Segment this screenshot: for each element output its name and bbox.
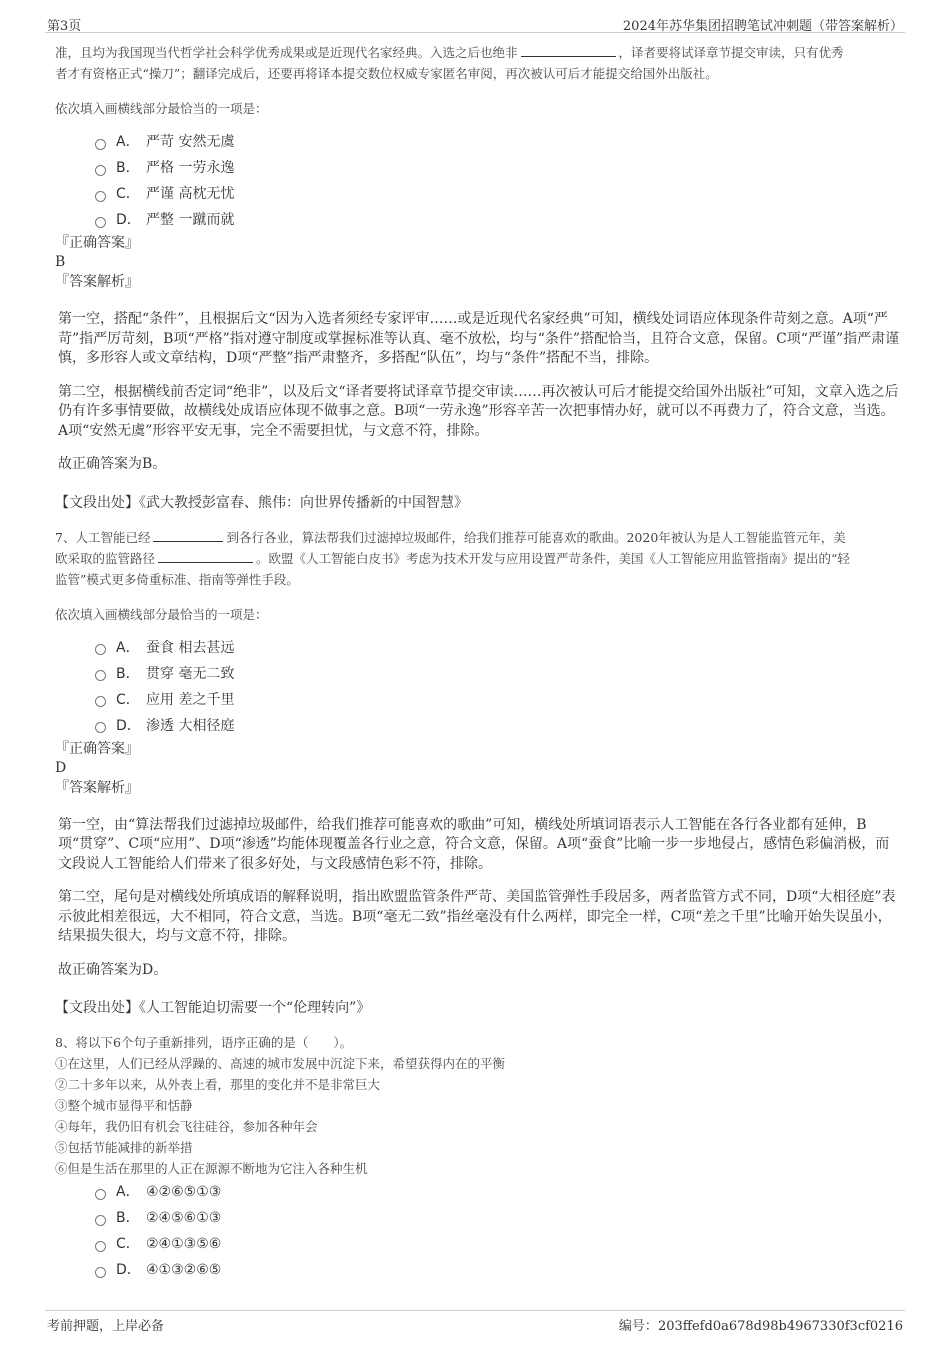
- option-letter: B．: [116, 160, 140, 176]
- option-letter: D．: [116, 1262, 141, 1278]
- q8-sentence-1: ①在这里，人们已经从浮躁的、高速的城市发展中沉淀下来，希望获得内在的平衡: [55, 1056, 506, 1071]
- footer-divider: [45, 1310, 905, 1311]
- option-text: 严格 一劳永逸: [146, 160, 235, 176]
- option-letter: A．: [116, 1184, 140, 1200]
- q7-option-a[interactable]: [95, 635, 900, 661]
- radio-icon[interactable]: [95, 1189, 106, 1200]
- radio-icon[interactable]: [95, 139, 106, 150]
- q7-text-2: 到各行各业，算法帮我们过滤掉垃圾邮件，给我们推荐可能喜欢的歌曲。2020年被认为是人工智能监管元年，美: [226, 529, 846, 545]
- radio-icon[interactable]: [95, 217, 106, 228]
- q6-options: [95, 129, 900, 233]
- q8-options: [95, 1179, 900, 1283]
- option-text: ④②⑥⑤①③: [146, 1184, 222, 1200]
- radio-icon[interactable]: [95, 644, 106, 655]
- q8-sentence-5: ⑤包括节能减排的新举措: [55, 1140, 193, 1155]
- q7-analysis-label: 『答案解析』: [55, 779, 139, 796]
- radio-icon[interactable]: [95, 722, 106, 733]
- q6-option-d[interactable]: [95, 207, 900, 233]
- option-letter: B．: [116, 665, 140, 682]
- option-letter: C．: [116, 186, 140, 202]
- q6-analysis-2: 第二空，根据横线前否定词“绝非”，以及后文“译者要将试译章节提交审读……再次被认可后才能提交给国外出版社”可知，文章入选之后仍有许多事情要做，故横线处成语应体现不做事之意。B项“一劳永逸”形容辛苦一次把事情办好，就可以不再费力了，符合文意，当选。A项“安然无虞”形容平安无事，完全不需要担忧，与文意不符，排除。: [58, 383, 899, 439]
- option-text: ④①③②⑥⑤: [146, 1262, 222, 1278]
- radio-icon[interactable]: [95, 165, 106, 176]
- option-letter: C．: [116, 1236, 140, 1252]
- q8-option-b[interactable]: [95, 1205, 900, 1231]
- document-code-label: 编号：: [618, 1319, 658, 1334]
- radio-icon[interactable]: [95, 1241, 106, 1252]
- q6-text-3: 者才有资格正式“操刀”；翻译完成后，还要再将译本提交数位权威专家匿名审阅，再次被认可后才能提交给国外出版社。: [55, 66, 718, 81]
- q8-sentence-3: ③整个城市显得平和恬静: [55, 1098, 193, 1113]
- radio-icon[interactable]: [95, 1215, 106, 1226]
- q8-sentence-4: ④每年，我仍旧有机会飞往硅谷，参加各种年会: [55, 1119, 318, 1134]
- q8-option-a[interactable]: [95, 1179, 900, 1205]
- q6-answer-label: 『正确答案』: [55, 235, 139, 251]
- option-text: ②④⑤⑥①③: [146, 1210, 222, 1226]
- q6-answer: B: [55, 254, 66, 270]
- option-text: 蚕食 相去甚远: [146, 639, 235, 656]
- q7-answer-label: 『正确答案』: [55, 740, 139, 757]
- option-text: 严苛 安然无虞: [146, 134, 235, 150]
- document-title: 2024年苏华集团招聘笔试冲刺题（带答案解析）: [622, 19, 903, 34]
- q6-option-c[interactable]: [95, 181, 900, 207]
- q6-blank: [521, 43, 616, 57]
- q6-text-2: ，译者要将试译章节提交审读，只有优秀: [618, 45, 844, 60]
- q7-option-b[interactable]: [95, 661, 900, 687]
- radio-icon[interactable]: [95, 1267, 106, 1278]
- option-letter: D．: [116, 717, 141, 734]
- option-text: 严谨 高枕无忧: [146, 186, 235, 202]
- option-text: 渗透 大相径庭: [146, 717, 235, 734]
- q7-analysis-1: 第一空，由“算法帮我们过滤掉垃圾邮件，给我们推荐可能喜欢的歌曲”可知，横线处所填词语表示人工智能在各行各业都有延伸，B项“贯穿”、C项“应用”、D项“渗透”均能体现覆盖各行业之意，符合文意，保留。A项“蚕食”比喻一步一步地侵占，感情色彩偏消极，而文段说人工智能给人们带来了很多好处，与文段感情色彩不符，排除。: [58, 816, 890, 872]
- option-letter: A．: [116, 639, 140, 656]
- q7-answer: D: [55, 759, 67, 776]
- q7-text-4: 。欧盟《人工智能白皮书》考虑为技术开发与应用设置严苛条件，美国《人工智能应用监管指南》提出的“轻: [256, 550, 850, 566]
- q8-option-d[interactable]: [95, 1257, 900, 1283]
- q7-prompt: 依次填入画横线部分最恰当的一项是：: [55, 606, 268, 622]
- option-text: ②④①③⑤⑥: [146, 1236, 222, 1252]
- header-divider: [45, 32, 905, 33]
- document-code-value: 203ffefd0a678d98b4967330f3cf0216: [657, 1319, 903, 1334]
- option-letter: D．: [116, 212, 141, 228]
- option-text: 贯穿 毫无二致: [146, 665, 235, 682]
- q7-text-5: 监管”模式更多倚重标准、指南等弹性手段。: [55, 571, 299, 587]
- page-number: 第3页: [47, 19, 82, 34]
- q7-source: 【文段出处】《人工智能迫切需要一个“伦理转向”》: [55, 1000, 371, 1016]
- radio-icon[interactable]: [95, 670, 106, 681]
- q8-stem: 8、将以下6个句子重新排列，语序正确的是（ ）。: [55, 1035, 353, 1050]
- q6-source: 【文段出处】《武大教授彭富春、熊伟：向世界传播新的中国智慧》: [55, 494, 468, 511]
- q7-stem: [55, 527, 900, 590]
- q7-blank-2: [158, 549, 253, 563]
- page-content: [55, 42, 900, 1283]
- q6-prompt: 依次填入画横线部分最恰当的一项是：: [55, 101, 268, 116]
- q6-stem: [55, 42, 900, 84]
- option-text: 应用 差之千里: [146, 691, 235, 708]
- q7-option-c[interactable]: [95, 687, 900, 713]
- document-code: [619, 1315, 903, 1334]
- q6-option-a[interactable]: [95, 129, 900, 155]
- q6-analysis-label: 『答案解析』: [55, 274, 139, 290]
- q7-options: [95, 635, 900, 739]
- q6-text-1: 准，且均为我国现当代哲学社会科学优秀成果或是近现代名家经典。入选之后也绝非: [55, 45, 518, 60]
- option-letter: C．: [116, 691, 140, 708]
- q6-conclusion: 故正确答案为B。: [58, 456, 167, 472]
- q6-option-b[interactable]: [95, 155, 900, 181]
- q8-sentence-6: ⑥但是生活在那里的人正在源源不断地为它注入各种生机: [55, 1161, 368, 1176]
- q8-option-c[interactable]: [95, 1231, 900, 1257]
- radio-icon[interactable]: [95, 696, 106, 707]
- q8-sentence-2: ②二十多年以来，从外表上看，那里的变化并不是非常巨大: [55, 1077, 381, 1092]
- q7-blank-1: [153, 528, 223, 542]
- footer-slogan: 考前押题，上岸必备: [47, 1319, 165, 1334]
- radio-icon[interactable]: [95, 191, 106, 202]
- q6-analysis-1: 第一空，搭配“条件”，且根据后文“因为入选者须经专家评审……或是近现代名家经典”可知，横线处词语应体现条件苛刻之意。A项“严苛”指严厉苛刻，B项“严格”指对遵守制度或掌握标准等认真、毫不放松，均与“条件”搭配恰当，且符合文意，保留。C项“严谨”指严肃谨慎，多形容人或文章结构，D项“严整”指严肃整齐，多搭配“队伍”，均与“条件”搭配不当，排除。: [58, 311, 900, 366]
- q7-option-d[interactable]: [95, 713, 900, 739]
- option-text: 严整 一蹴而就: [146, 212, 235, 228]
- option-letter: A．: [116, 134, 140, 150]
- option-letter: B．: [116, 1210, 140, 1226]
- q7-text-1: 7、人工智能已经: [55, 529, 151, 545]
- q7-conclusion: 故正确答案为D。: [58, 961, 168, 978]
- q7-analysis-2: 第二空，尾句是对横线处所填成语的解释说明，指出欧盟监管条件严苛、美国监管弹性手段居多，两者监管方式不同，D项“大相径庭”表示彼此相差很远，大不相同，符合文意，当选。B项“毫无二致”指丝毫没有什么两样，即完全一样，C项“差之千里”比喻开始失误虽小，结果损失很大，均与文意不符，排除。: [58, 889, 896, 944]
- q7-text-3: 欧采取的监管路径: [55, 550, 156, 566]
